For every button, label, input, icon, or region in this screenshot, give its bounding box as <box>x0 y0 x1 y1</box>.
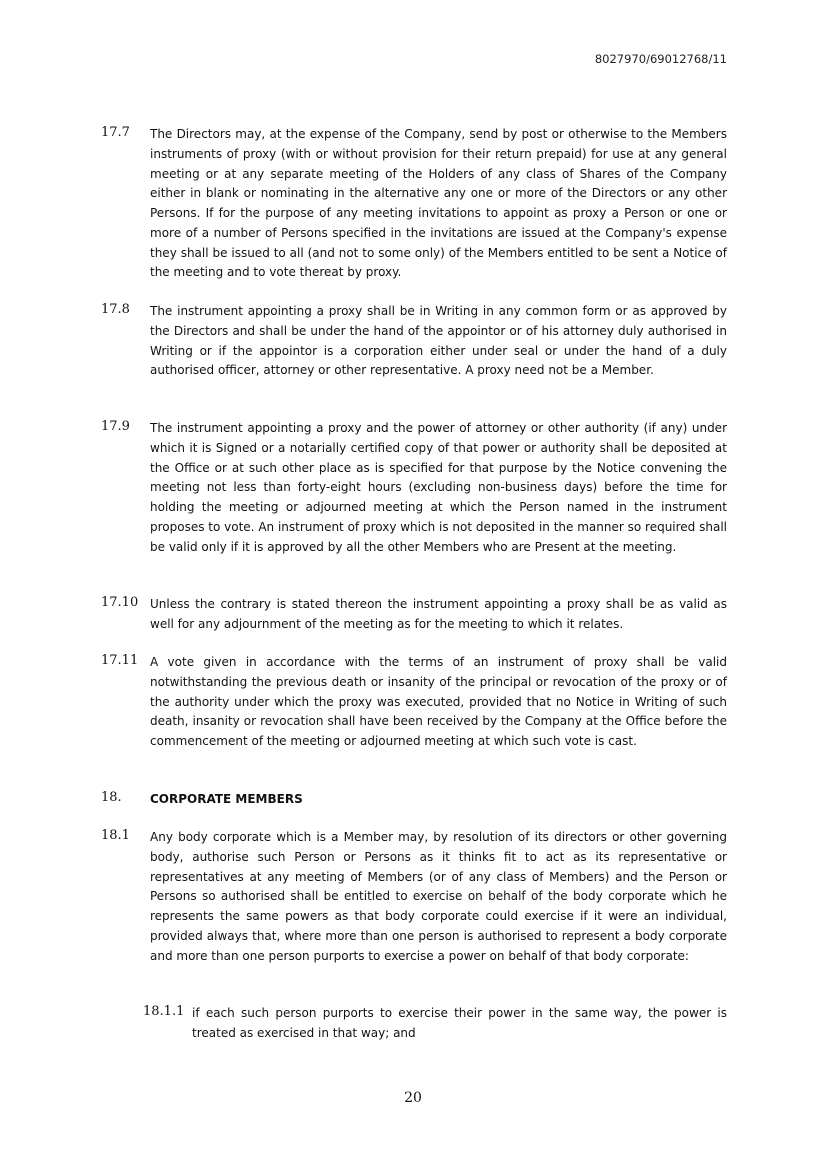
section-heading-18 <box>101 790 727 810</box>
document-reference: 8027970/69012768/11 <box>594 52 727 66</box>
clause-text: Unless the contrary is stated thereon the instrument appointing a proxy shall be as valid as well for any adjournment of the meeting as for the meeting to which it relates. <box>150 597 727 631</box>
clause-number: 17.11 <box>101 653 139 668</box>
clause-number: 17.9 <box>101 419 130 434</box>
clause-number: 17.7 <box>101 125 130 140</box>
clause-number: 17.8 <box>101 302 130 317</box>
clause-text: if each such person purports to exercise their power in the same way, the power is treated as exercised in that way; and <box>192 1006 727 1040</box>
clause-18-1 <box>101 828 727 966</box>
clause-text: Any body corporate which is a Member may, by resolution of its directors or other governing body, authorise such Person or Persons as it thinks fit to act as its representative or representatives at any meeting of Members (or of any class of Members) and the Person or Persons so authorised shall be entitled to exercise on behalf of the body corporate which he represents the same powers as that body corporate could exercise if it were an individual, provided always that, where more than one person is authorised to represent a body corporate and more than one person purports to exercise a power on behalf of that body corporate: <box>150 830 727 963</box>
page-number: 20 <box>404 1090 422 1106</box>
clause-text: A vote given in accordance with the terms of an instrument of proxy shall be valid notwithstanding the previous death or insanity of the principal or revocation of the proxy or of the authority under which the proxy was executed, provided that no Notice in Writing of such death, insanity or revocation shall have been received by the Company at the Office before the commencement of the meeting or adjourned meeting at which such vote is cast. <box>150 655 727 748</box>
section-number: 18. <box>101 790 122 805</box>
section-title: CORPORATE MEMBERS <box>150 792 303 806</box>
clause-17-8 <box>101 302 727 381</box>
clause-18-1-1 <box>143 1004 727 1044</box>
clause-17-9 <box>101 419 727 557</box>
clause-text: The instrument appointing a proxy shall be in Writing in any common form or as approved by the Directors and shall be under the hand of the appointor or of his attorney duly authorised in Writing or if the appointor is a corporation either under seal or under the hand of a duly authorised officer, attorney or other representative. A proxy need not be a Member. <box>150 304 727 378</box>
clause-17-10 <box>101 595 727 635</box>
clause-17-7 <box>101 125 727 283</box>
clause-17-11 <box>101 653 727 752</box>
clause-number: 18.1 <box>101 828 130 843</box>
clause-number: 17.10 <box>101 595 139 610</box>
clause-text: The instrument appointing a proxy and the power of attorney or other authority (if any) under which it is Signed or a notarially certified copy of that power or authority shall be deposited at the Office or at such other place as is specified for that purpose by the Notice convening the meeting not less than forty-eight hours (excluding non-business days) before the time for holding the meeting or adjourned meeting at which the Person named in the instrument proposes to vote. An instrument of proxy which is not deposited in the manner so required shall be valid only if it is approved by all the other Members who are Present at the meeting. <box>150 421 727 554</box>
clause-text: The Directors may, at the expense of the Company, send by post or otherwise to the Members instruments of proxy (with or without provision for their return prepaid) for use at any general meeting or at any separate meeting of the Holders of any class of Shares of the Company either in blank or nominating in the alternative any one or more of the Directors or any other Persons. If for the purpose of any meeting invitations to appoint as proxy a Person or one or more of a number of Persons specified in the invitations are issued at the Company's expense they shall be issued to all (and not to some only) of the Members entitled to be sent a Notice of the meeting and to vote thereat by proxy. <box>150 127 727 280</box>
clause-number: 18.1.1 <box>143 1004 185 1019</box>
